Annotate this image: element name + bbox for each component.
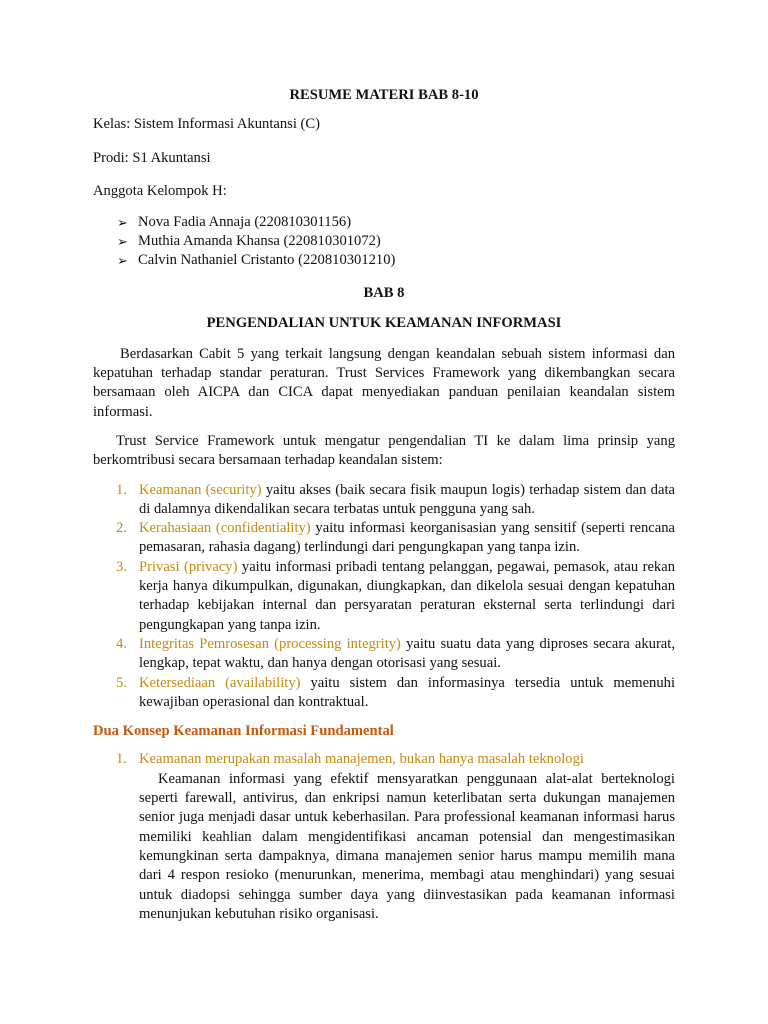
concept-number: 1. — [116, 751, 127, 768]
principle-term: Kerahasiaan (confidentiality) — [139, 520, 311, 537]
class-line: Kelas: Sistem Informasi Akuntansi (C) — [93, 116, 320, 133]
chapter-title: PENGENDALIAN UNTUK KEAMANAN INFORMASI — [206, 315, 562, 332]
concept-title: Keamanan merupakan masalah manajemen, bukan hanya masalah teknologi — [139, 751, 584, 768]
member-item — [117, 213, 675, 232]
document-title: RESUME MATERI BAB 8-10 — [289, 87, 479, 103]
concepts-list — [93, 750, 675, 924]
principle-number: 3. — [116, 558, 127, 575]
principle-number: 2. — [116, 520, 127, 537]
principle-item — [93, 481, 675, 520]
framework-paragraph: Trust Service Framework untuk mengatur pengendalian TI ke dalam lima prinsip yang berkomtribusi secara bersamaan terhadap keandalan sistem: — [93, 432, 675, 469]
member-item — [117, 251, 675, 270]
concept-item — [93, 750, 675, 924]
arrowhead-bullet-icon: ➢ — [117, 215, 128, 231]
principle-term: Ketersediaan (availability) — [139, 674, 301, 691]
member-name: Nova Fadia Annaja (220810301156) — [138, 214, 352, 231]
principle-item — [93, 635, 675, 674]
arrowhead-bullet-icon: ➢ — [117, 234, 128, 250]
principle-item — [93, 674, 675, 713]
principle-number: 5. — [116, 674, 127, 691]
principle-text: yaitu informasi pribadi tentang pelanggan, pegawai, pemasok, atau rekan kerja hanya dikumpulkan, digunakan, diungkapkan, dan dikelola sesuai dengan kepatuhan terhadap kebijakan internal dan persyaratan peraturan eksternal serta terlindungi dari pengungkapan yang tanpa izin. — [139, 558, 675, 633]
document-body — [93, 86, 675, 924]
principle-term: Privasi (privacy) — [139, 558, 238, 575]
principle-number: 1. — [116, 481, 127, 498]
program-line: Prodi: S1 Akuntansi — [93, 149, 211, 166]
arrowhead-bullet-icon: ➢ — [117, 253, 128, 269]
principle-text: yaitu akses (baik secara fisik maupun logis) terhadap sistem dan data di dalamnya dikendalikan secara terbatas untuk pengguna yang sah. — [139, 481, 675, 517]
member-list — [117, 213, 675, 270]
principle-text: yaitu sistem dan informasinya tersedia untuk memenuhi kewajiban operasional dan kontraktual. — [139, 674, 675, 710]
concept-paragraph: Keamanan informasi yang efektif mensyaratkan penggunaan alat-alat berteknologi seperti farewall, antivirus, dan enkripsi namun keterlibatan serta dukungan manajemen senior juga menjadi dasar untuk keberhasilan. Para professional keamanan informasi harus memiliki keahlian dalam mengidentifikasi ancaman potensial dan mengestimasikan kemungkinan serta dampaknya, dimana manajemen senior harus mampu memilih mana dari 4 respon resioko (menurunkan, menerima, membagi atau menghindari) yang sesuai untuk diadopsi sehingga sumber daya yang diinvestasikan pada keamanan informasi menunjukan kebutuhan risiko organisasi. — [139, 770, 675, 922]
chapter-number: BAB 8 — [363, 285, 405, 302]
section-subheading: Dua Konsep Keamanan Informasi Fundamental — [93, 723, 394, 740]
principle-text: yaitu informasi keorganisasian yang sensitif (seperti rencana pemasaran, rahasia dagang) terlindungi dari pengungkapan yang tanpa izin. — [139, 520, 675, 556]
principle-text: yaitu suatu data yang diproses secara akurat, lengkap, tepat waktu, dan hanya dengan otorisasi yang sesuai. — [139, 635, 675, 672]
principle-item — [93, 519, 675, 558]
member-name: Calvin Nathaniel Cristanto (220810301210) — [138, 252, 396, 269]
member-item — [117, 232, 675, 251]
intro-paragraph: Berdasarkan Cabit 5 yang terkait langsung dengan keandalan sebuah sistem informasi dan kepatuhan terhadap standar peraturan. Trust Services Framework yang dikembangkan secara bersamaan oleh AICPA dan CICA dapat menyediakan panduan penilaian keandalan sistem informasi. — [93, 345, 675, 420]
group-label: Anggota Kelompok H: — [93, 182, 227, 199]
principle-term: Keamanan (security) — [139, 481, 262, 498]
member-name: Muthia Amanda Khansa (220810301072) — [138, 233, 381, 250]
principle-number: 4. — [116, 635, 127, 652]
principle-item — [93, 558, 675, 635]
principles-list — [93, 481, 675, 713]
principle-term: Integritas Pemrosesan (processing integrity) — [139, 635, 401, 652]
